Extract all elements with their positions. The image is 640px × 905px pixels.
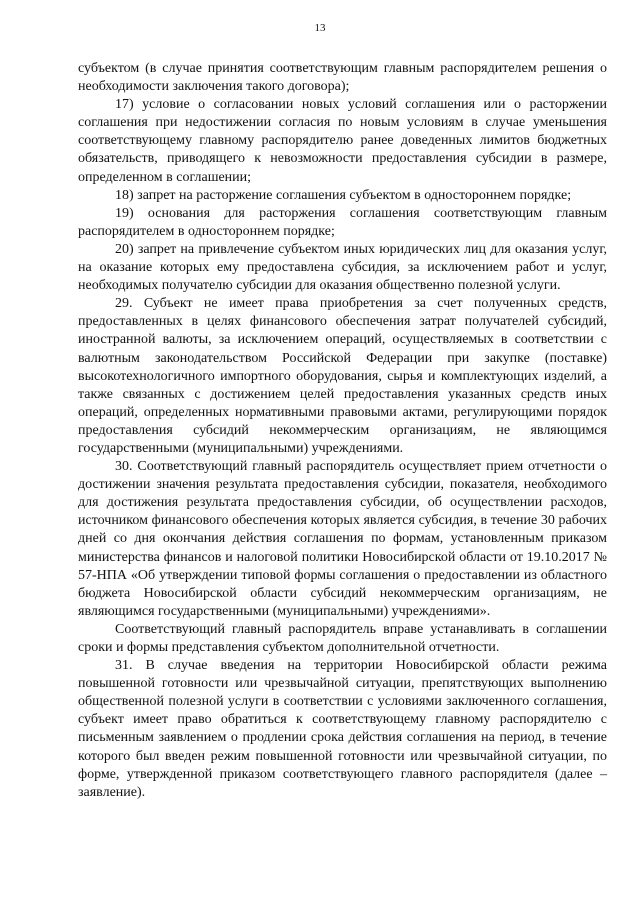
paragraph-item-17: 17) условие о согласовании новых условий соглашения или о расторжении соглашения при недостижении согласия по новым условиям в случае уменьшения соответствующему главному распорядителю ранее доведенных лимитов бюджетных обязательств, приводящего к невозможности предоставления субсидии в размере, определенном в соглашении; [78,97,607,185]
document-body [78,60,607,802]
paragraph-item-20: 20) запрет на привлечение субъектом иных юридических лиц для оказания услуг, на оказание которых ему предоставлена субсидия, за исключением работ и услуг, необходимых получателю субсидии для оказания общественно полезной услуги. [78,241,607,294]
paragraph-continuation: субъектом (в случае принятия соответствующим главным распорядителем решения о необходимости заключения такого договора); [78,61,607,95]
paragraph-item-19: 19) основания для расторжения соглашения соответствующим главным распорядителем в одностороннем порядке; [78,205,607,239]
paragraph-section-31: 31. В случае введения на территории Новосибирской области режима повышенной готовности или чрезвычайной ситуации, препятствующих выполнению общественной полезной услуги в соответствии с условиями заключенного соглашения, субъект имеет право обратиться к соответствующему главному распорядителю с письменным заявлением о продлении срока действия соглашения на период, в течение которого был введен режим повышенной готовности или чрезвычайной ситуации, по форме, утвержденной приказом соответствующего главного распорядителя (далее – заявление). [78,658,607,800]
page-number: 13 [314,22,326,34]
paragraph-section-30: 30. Соответствующий главный распорядитель осуществляет прием отчетности о достижении значения результата предоставления субсидии, показателя, необходимого для достижения результата предоставления субсидии, об осуществлении расходов, источником финансового обеспечения которых является субсидия, в течение 30 рабочих дней со дня окончания действия соглашения по формам, установленным приказом министерства финансов и налоговой политики Новосибирской области от 19.10.2017 № 57-НПА «Об утверждении типовой формы соглашения о предоставлении из областного бюджета Новосибирской области субсидий некоммерческим организациям, не являющимся государственными (муниципальными) учреждениями». [78,459,607,619]
paragraph-section-30-additional: Соответствующий главный распорядитель вправе устанавливать в соглашении сроки и формы представления субъектом дополнительной отчетности. [78,621,607,655]
paragraph-section-29: 29. Субъект не имеет права приобретения за счет полученных средств, предоставленных в целях финансового обеспечения затрат получателей субсидий, иностранной валюты, за исключением операций, осуществляемых в соответствии с валютным законодательством Российской Федерации при закупке (поставке) высокотехнологичного импортного оборудования, сырья и комплектующих изделий, а также связанных с достижением целей предоставления указанных средств иных операций, определенных нормативными правовыми актами, регулирующими порядок предоставления субсидий некоммерческим организациям, не являющимся государственными (муниципальными) учреждениями. [78,296,607,456]
paragraph-item-18: 18) запрет на расторжение соглашения субъектом в одностороннем порядке; [115,187,572,203]
